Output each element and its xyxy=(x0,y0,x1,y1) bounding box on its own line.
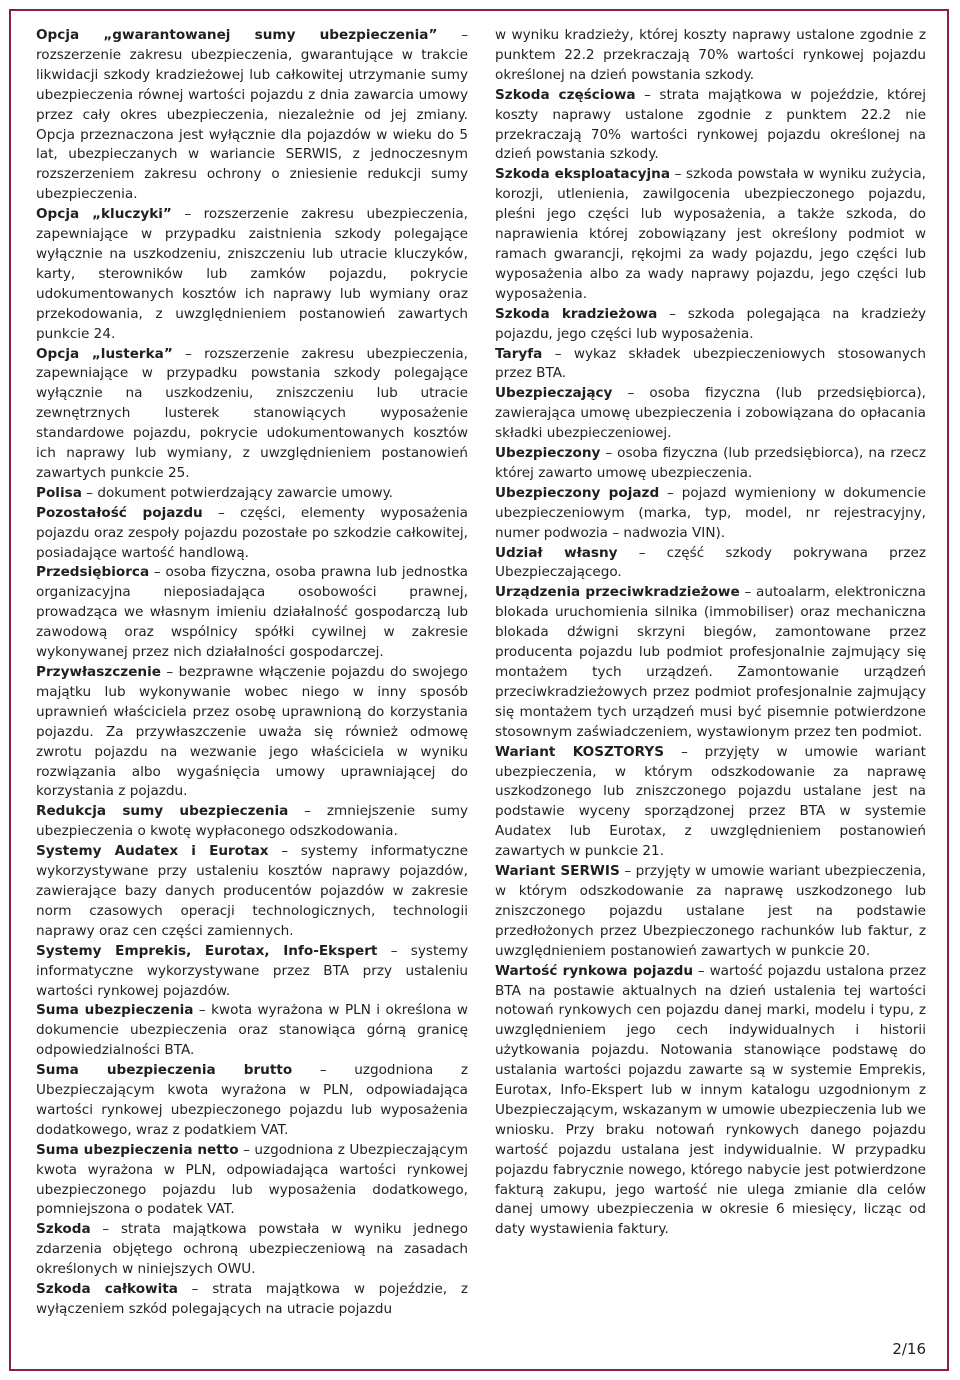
definition-text: – wykaz składek ubezpieczeniowych stosowanych przez BTA. xyxy=(495,345,926,382)
definition-entry xyxy=(495,544,926,584)
definition-text: – strata majątkowa powstała w wyniku jednego zdarzenia objętego ochroną ubezpieczeniową na zasadach określonych w niniejszych OWU. xyxy=(36,1221,468,1278)
definition-term: Opcja „kluczyki” xyxy=(36,206,172,223)
definition-text: – bezprawne włączenie pojazdu do swojego majątku lub wykonywanie wobec niego w inny sposób uprawnień właściciela przez osobę uprawnioną do korzystania pojazdu. Za przywłaszczenie uważa się również odmowę zwrotu pojazdu na wezwanie jego właściciela w wyniku rozwiązania albo wygaśnięcia umowy uprawniającej do korzystania z pojazdu. xyxy=(36,664,468,800)
definition-term: Udział własny xyxy=(495,544,618,561)
definition-term: Polisa xyxy=(36,484,82,501)
definition-text: – rozszerzenie zakresu ubezpieczenia, gwarantujące w trakcie likwidacji szkody kradzieżowej lub całkowitej utrzymanie sumy ubezpieczenia równej wartości pojazdu z dnia zawarcia umowy przez cały okres ubezpieczenia, niezależnie od jej zmiany. Opcja przeznaczona jest wyłącznie dla pojazdów w wieku do 5 lat, ubezpieczanych w wariancie SERWIS, z jednoczesnym rozszerzeniem zakresu ochrony o zniesienie redukcji sumy ubezpieczenia. xyxy=(36,27,469,203)
definition-entry xyxy=(36,26,468,205)
definition-term: Suma ubezpieczenia xyxy=(36,1002,194,1019)
definition-entry xyxy=(36,1220,468,1280)
definition-text: w wyniku kradzieży, której koszty naprawy ustalone zgodnie z punktem 22.2 przekraczają 70% wartości rynkowej pojazdu określonej na dzień powstania szkody. xyxy=(495,27,926,83)
definition-term: Przywłaszczenie xyxy=(36,664,161,680)
definition-term: Szkoda eksploatacyjna xyxy=(495,166,671,183)
definition-text: – rozszerzenie zakresu ubezpieczenia, zapewniające w przypadku zaistnienia szkody polegające wyłącznie na uszkodzeniu, zniszczeniu lub utracie kluczyków, karty, sterowników lub zamków pojazdu, pokrycie udokumentowanych kosztów ich naprawy lub wymiany oraz przekodowania, z uwzględnieniem postanowień zawartych punkcie 24. xyxy=(36,206,468,342)
definition-entry xyxy=(36,563,468,663)
definition-entry xyxy=(36,1280,468,1320)
definition-term: Wartość rynkowa pojazdu xyxy=(495,962,694,979)
definition-term: Ubezpieczony pojazd xyxy=(495,484,660,501)
definition-text: – pojazd wymieniony w dokumencie ubezpieczeniowym (marka, typ, model, nr rejestracyjny, numer podwozia – nadwozia VIN). xyxy=(495,484,926,541)
definition-text: – osoba fizyczna, osoba prawna lub jednostka organizacyjna nieposiadająca osobowości prawnej, prowadząca we własnym imieniu działalność gospodarczą lub zawodową oraz wspólnicy spółki cywilnej w zakresie wykonywanej przez nich działalności gospodarczej. xyxy=(36,564,468,661)
definition-text: – systemy informatyczne wykorzystywane przez BTA przy ustaleniu wartości rynkowej pojazdów. xyxy=(36,942,468,999)
definition-term: Taryfa xyxy=(495,345,543,362)
definition-term: Systemy Audatex i Eurotax xyxy=(36,843,269,860)
page-number: 2/16 xyxy=(892,1340,926,1358)
definition-term: Opcja „lusterka” xyxy=(36,345,173,362)
definition-text: – części, elementy wyposażenia pojazdu oraz zespoły pojazdu pozostałe po szkodzie całkowitej, posiadające wartość handlową. xyxy=(36,504,468,561)
definition-entry xyxy=(495,444,926,484)
definition-term: Redukcja sumy ubezpieczenia xyxy=(36,803,289,820)
definition-text: – część szkody pokrywana przez Ubezpieczającego. xyxy=(495,544,926,581)
definition-text: – dokument potwierdzający zawarcie umowy. xyxy=(81,484,393,501)
definition-term: Systemy Emprekis, Eurotax, Info-Ekspert xyxy=(36,942,378,959)
definition-term: Urządzenia przeciwkradzieżowe xyxy=(495,584,740,601)
definition-term: Szkoda całkowita xyxy=(36,1281,178,1298)
definition-entry xyxy=(495,743,926,862)
definition-term: Pozostałość pojazdu xyxy=(36,504,203,521)
definition-term: Szkoda xyxy=(36,1221,91,1238)
definition-entry xyxy=(495,165,926,304)
definition-entry xyxy=(495,345,926,385)
definition-entry xyxy=(36,842,468,942)
definition-term: Ubezpieczony xyxy=(495,445,601,462)
definition-entry xyxy=(495,305,926,345)
definition-entry xyxy=(36,663,468,802)
definition-entry xyxy=(36,1141,468,1221)
definition-text: – zmniejszenie sumy ubezpieczenia o kwotę wypłaconego odszkodowania. xyxy=(36,803,468,840)
definition-text: – autoalarm, elektroniczna blokada uruchomienia silnika (immobiliser) oraz mechaniczna blokada dźwigni skrzyni biegów, zamontowane przez producenta pojazdu lub podmiot profesjonalnie zajmujący się montażem tych urządzeń. Zamontowanie urządzeń przeciwkradzieżowych przez podmiot profesjonalnie zajmujący się montażem tych urządzeń musi być pisemnie potwierdzone stosownym zaświadczeniem, wystawionym przez ten podmiot. xyxy=(495,584,927,740)
definition-text: – kwota wyrażona w PLN i określona w dokumencie ubezpieczenia oraz stanowiąca górną granicę odpowiedzialności BTA. xyxy=(36,1002,469,1059)
definition-text: – szkoda polegająca na kradzieży pojazdu, jego części lub wyposażenia. xyxy=(495,305,927,342)
definition-text: – przyjęty w umowie wariant ubezpieczenia, w którym odszkodowanie za naprawę uszkodzonego lub zniszczonego pojazdu ustalane jest na podstawie wyceny sporządzonej przez BTA w systemie Audatex lub Eurotax, z uwzględnieniem postanowień zawartych w punkcie 21. xyxy=(495,743,926,860)
definition-text: – strata majątkowa w pojeździe, której koszty naprawy ustalone zgodnie z punktem 22.2 nie przekraczają 70% wartości rynkowej pojazdu określonej na dzień powstania szkody. xyxy=(495,86,927,163)
definition-term: Ubezpieczający xyxy=(495,385,613,402)
definition-text: – wartość pojazdu ustalona przez BTA na postawie aktualnych na dzień ustalenia tej wartości notowań rynkowych cen pojazdu danej marki, modelu i typu, z uwzględnieniem jego cech indywidualnych i historii użytkowania pojazdu. Notowania stanowiące podstawę do ustalania wartości pojazdu zawarte są w systemie Emprekis, Eurotax, Info-Ekspert lub w innym katalogu uzgodnionym z Ubezpieczającym, wskazanym w umowie ubezpieczenia lub we wniosku. Przy braku notowań rynkowych danego pojazdu wartość pojazdu ustalana jest indywidualnie. W przypadku pojazdu fabrycznie nowego, którego nabycie jest potwierdzone fakturą zakupu, jego wartość nie ulega zmianie dla celów danej umowy ubezpieczenia w okresie 6 miesięcy, licząc od daty wystawienia faktury. xyxy=(495,962,926,1238)
definition-entry xyxy=(36,345,468,484)
definition-entry xyxy=(36,1001,468,1061)
definition-entry xyxy=(495,384,926,444)
definition-entry xyxy=(495,583,926,742)
definition-term: Suma ubezpieczenia netto xyxy=(36,1141,239,1158)
definition-entry xyxy=(36,802,468,842)
definition-text: – szkoda powstała w wyniku zużycia, korozji, utlenienia, zawilgocenia ubezpieczonego pojazdu, pleśni jego części lub wyposażenia, a także szkoda, do naprawienia której zobowiązany jest określony podmiot w ramach gwarancji, rękojmi za wady pojazdu, jego części lub wyposażenia albo za wady naprawy pojazdu, jego części lub wyposażenia. xyxy=(495,166,926,302)
definition-entry xyxy=(495,86,926,166)
definition-text: – osoba fizyczna (lub przedsiębiorca), zawierająca umowę ubezpieczenia i zobowiązana do opłacania składki ubezpieczeniowej. xyxy=(495,385,926,442)
definition-term: Przedsiębiorca xyxy=(36,564,150,581)
definition-entry xyxy=(36,484,468,504)
definition-entry xyxy=(36,942,468,1002)
definition-term: Szkoda częściowa xyxy=(495,86,636,103)
definition-text: – rozszerzenie zakresu ubezpieczenia, zapewniające w przypadku powstania szkody polegające wyłącznie na uszkodzeniu, zniszczeniu lub utracie zewnętrznych lusterek stanowiących wyposażenie standardowe pojazdu, pokrycie udokumentowanych kosztów ich naprawy lub wymiany, z uwzględnieniem postanowień zawartych punkcie 25. xyxy=(36,345,468,481)
definition-entry xyxy=(495,862,926,962)
definition-entry xyxy=(36,205,468,344)
definition-term: Szkoda kradzieżowa xyxy=(495,305,658,322)
definition-entry xyxy=(36,1061,468,1141)
definition-text: – strata majątkowa w pojeździe, z wyłączeniem szkód polegających na utracie pojazdu xyxy=(36,1281,468,1317)
definition-text: – uzgodniona z Ubezpieczającym kwota wyrażona w PLN, odpowiadająca wartości rynkowej ubezpieczonego pojazdu lub wyposażenia dodatkowego, pomniejszona o podatek VAT. xyxy=(36,1141,468,1218)
definition-entry xyxy=(495,484,926,544)
definition-entry xyxy=(36,504,468,564)
definition-term: Wariant KOSZTORYS xyxy=(495,743,665,760)
left-column xyxy=(36,26,468,1320)
definition-entry xyxy=(495,26,926,86)
definition-entry xyxy=(495,962,926,1241)
definition-term: Suma ubezpieczenia brutto xyxy=(36,1062,293,1079)
definition-term: Opcja „gwarantowanej sumy ubezpieczenia” xyxy=(36,27,438,43)
definition-text: – osoba fizyczna (lub przedsiębiorca), na rzecz której zawarto umowę ubezpieczenia. xyxy=(495,445,926,481)
right-column xyxy=(495,26,926,1240)
definition-text: – przyjęty w umowie wariant ubezpieczenia, w którym odszkodowanie za naprawę uszkodzonego lub zniszczonego pojazdu ustalane jest na podstawie przedłożonych przez Ubezpieczonego rachunków lub faktur, z uwzględnieniem postanowień zawartych w punkcie 20. xyxy=(495,863,927,959)
definition-term: Wariant SERWIS xyxy=(495,863,620,880)
definition-text: – systemy informatyczne wykorzystywane przy ustaleniu kosztów naprawy pojazdów, zawierające bazy danych producentów pojazdów w zakresie norm czasowych operacji technologicznych, technologii naprawy oraz cen części zamiennych. xyxy=(36,843,468,939)
definition-text: – uzgodniona z Ubezpieczającym kwota wyrażona w PLN, odpowiadająca wartości rynkowej ubezpieczonego pojazdu lub wyposażenia dodatkowego, wraz z podatkiem VAT. xyxy=(36,1062,468,1138)
